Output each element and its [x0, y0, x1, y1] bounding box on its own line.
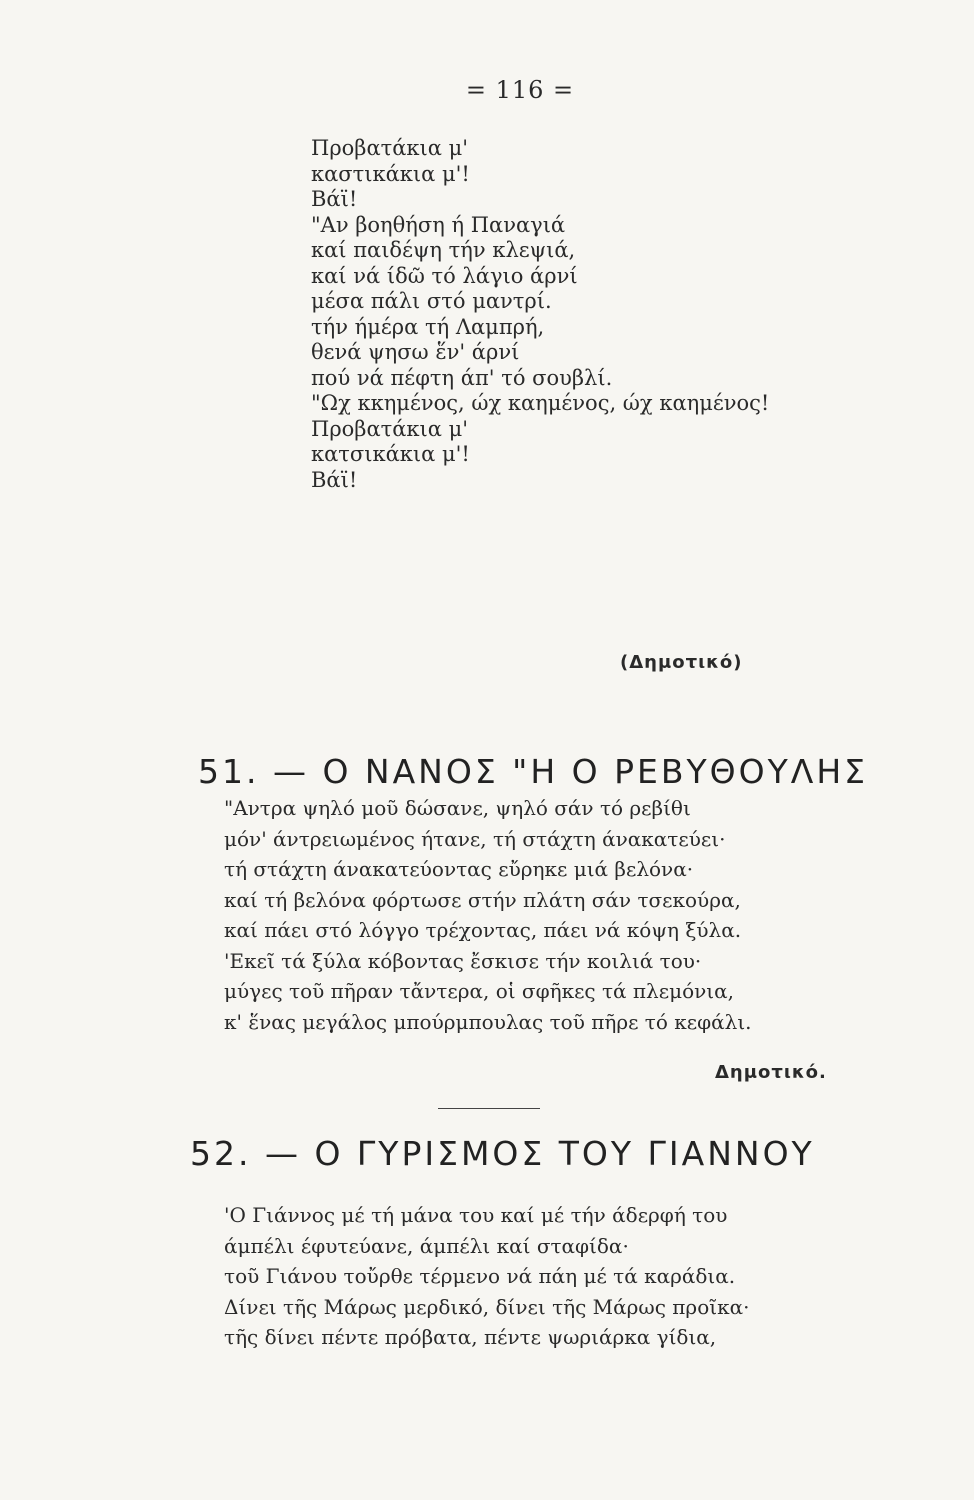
poem-line: πού νά πέφτη άπ' τό σουβλί.: [311, 365, 613, 390]
poem-line: "Αντρα ψηλό μοῦ δώσανε, ψηλό σάν τό ρεβίθι: [224, 796, 691, 820]
poem-line: καί νά ίδῶ τό λάγιο άρνί: [311, 263, 578, 288]
section-51-poem: [224, 793, 752, 1037]
section-51-attribution: Δημοτικό.: [715, 1062, 827, 1083]
poem-continuation: [311, 136, 769, 493]
poem-line: τήν ήμέρα τή Λαμπρή,: [311, 314, 545, 339]
poem-line: Προβατάκια μ': [311, 136, 469, 160]
poem-line: κ' ἕνας μεγάλος μπούρμπουλας τοῦ πῆρε τό κεφάλι.: [224, 1009, 752, 1034]
poem-line: τοῦ Γιάνου τοὔρθε τέρμενο νά πάη μέ τά καράδια.: [224, 1264, 736, 1289]
poem-line: τή στάχτη άνακατεύοντας εὔρηκε μιά βελόνα·: [224, 857, 694, 881]
poem-line: θενά ψησω ἕν' άρνί: [311, 340, 520, 364]
poem-line: μύγες τοῦ πῆραν τἄντερα, οἱ σφῆκες τά πλεμόνια,: [224, 979, 734, 1003]
section-51-heading: 51. — Ο ΝΑΝΟΣ "Η Ο ΡΕΒΥΘΟΥΛΗΣ: [198, 752, 869, 791]
section-52-heading: 52. — Ο ΓΥΡΙΣΜΟΣ ΤΟΥ ΓΙΑΝΝΟΥ: [190, 1134, 815, 1173]
poem-line: καστικάκια μ'!: [311, 161, 470, 186]
poem-line: μέσα πάλι στό μαντρί.: [311, 289, 552, 313]
poem-line: τῆς δίνει πέντε πρόβατα, πέντε ψωριάρκα γίδια,: [224, 1325, 717, 1350]
poem-line: καί παιδέψη τήν κλεψιά,: [311, 238, 576, 262]
poem-line: Βάϊ!: [311, 187, 358, 211]
poem-line: Βάϊ!: [311, 467, 358, 492]
poem-line: κατσικάκια μ'!: [311, 442, 470, 466]
poem-line: "Ωχ κκημένος, ώχ καημένος, ώχ καημένος!: [311, 391, 770, 415]
poem-line: Δίνει τῆς Μάρως μερδικό, δίνει τῆς Μάρως προῖκα·: [224, 1294, 750, 1319]
poem-line: καί τή βελόνα φόρτωσε στήν πλάτη σάν τσεκούρα,: [224, 887, 741, 912]
poem-line: 'Εκεῖ τά ξύλα κόβοντας ἔσκισε τήν κοιλιά του·: [224, 948, 702, 973]
section-divider: [438, 1108, 540, 1109]
poem-line: 'Ο Γιάννος μέ τή μάνα του καί μέ τήν άδερφή του: [224, 1203, 728, 1227]
poem-line: μόν' άντρειωμένος ήτανε, τή στάχτη άνακατεύει·: [224, 826, 726, 851]
poem-line: καί πάει στό λόγγο τρέχοντας, πάει νά κόψη ξύλα.: [224, 918, 742, 942]
poem-line: Προβατάκια μ': [311, 416, 469, 441]
poem-line: άμπέλι έφυτεύανε, άμπέλι καί σταφίδα·: [224, 1233, 629, 1258]
section-52-poem: [224, 1200, 749, 1353]
poem-attribution: (Δημοτικό): [620, 652, 743, 673]
page-number: = 116 =: [465, 76, 575, 104]
poem-line: "Αν βοηθήση ή Παναγιά: [311, 212, 566, 237]
